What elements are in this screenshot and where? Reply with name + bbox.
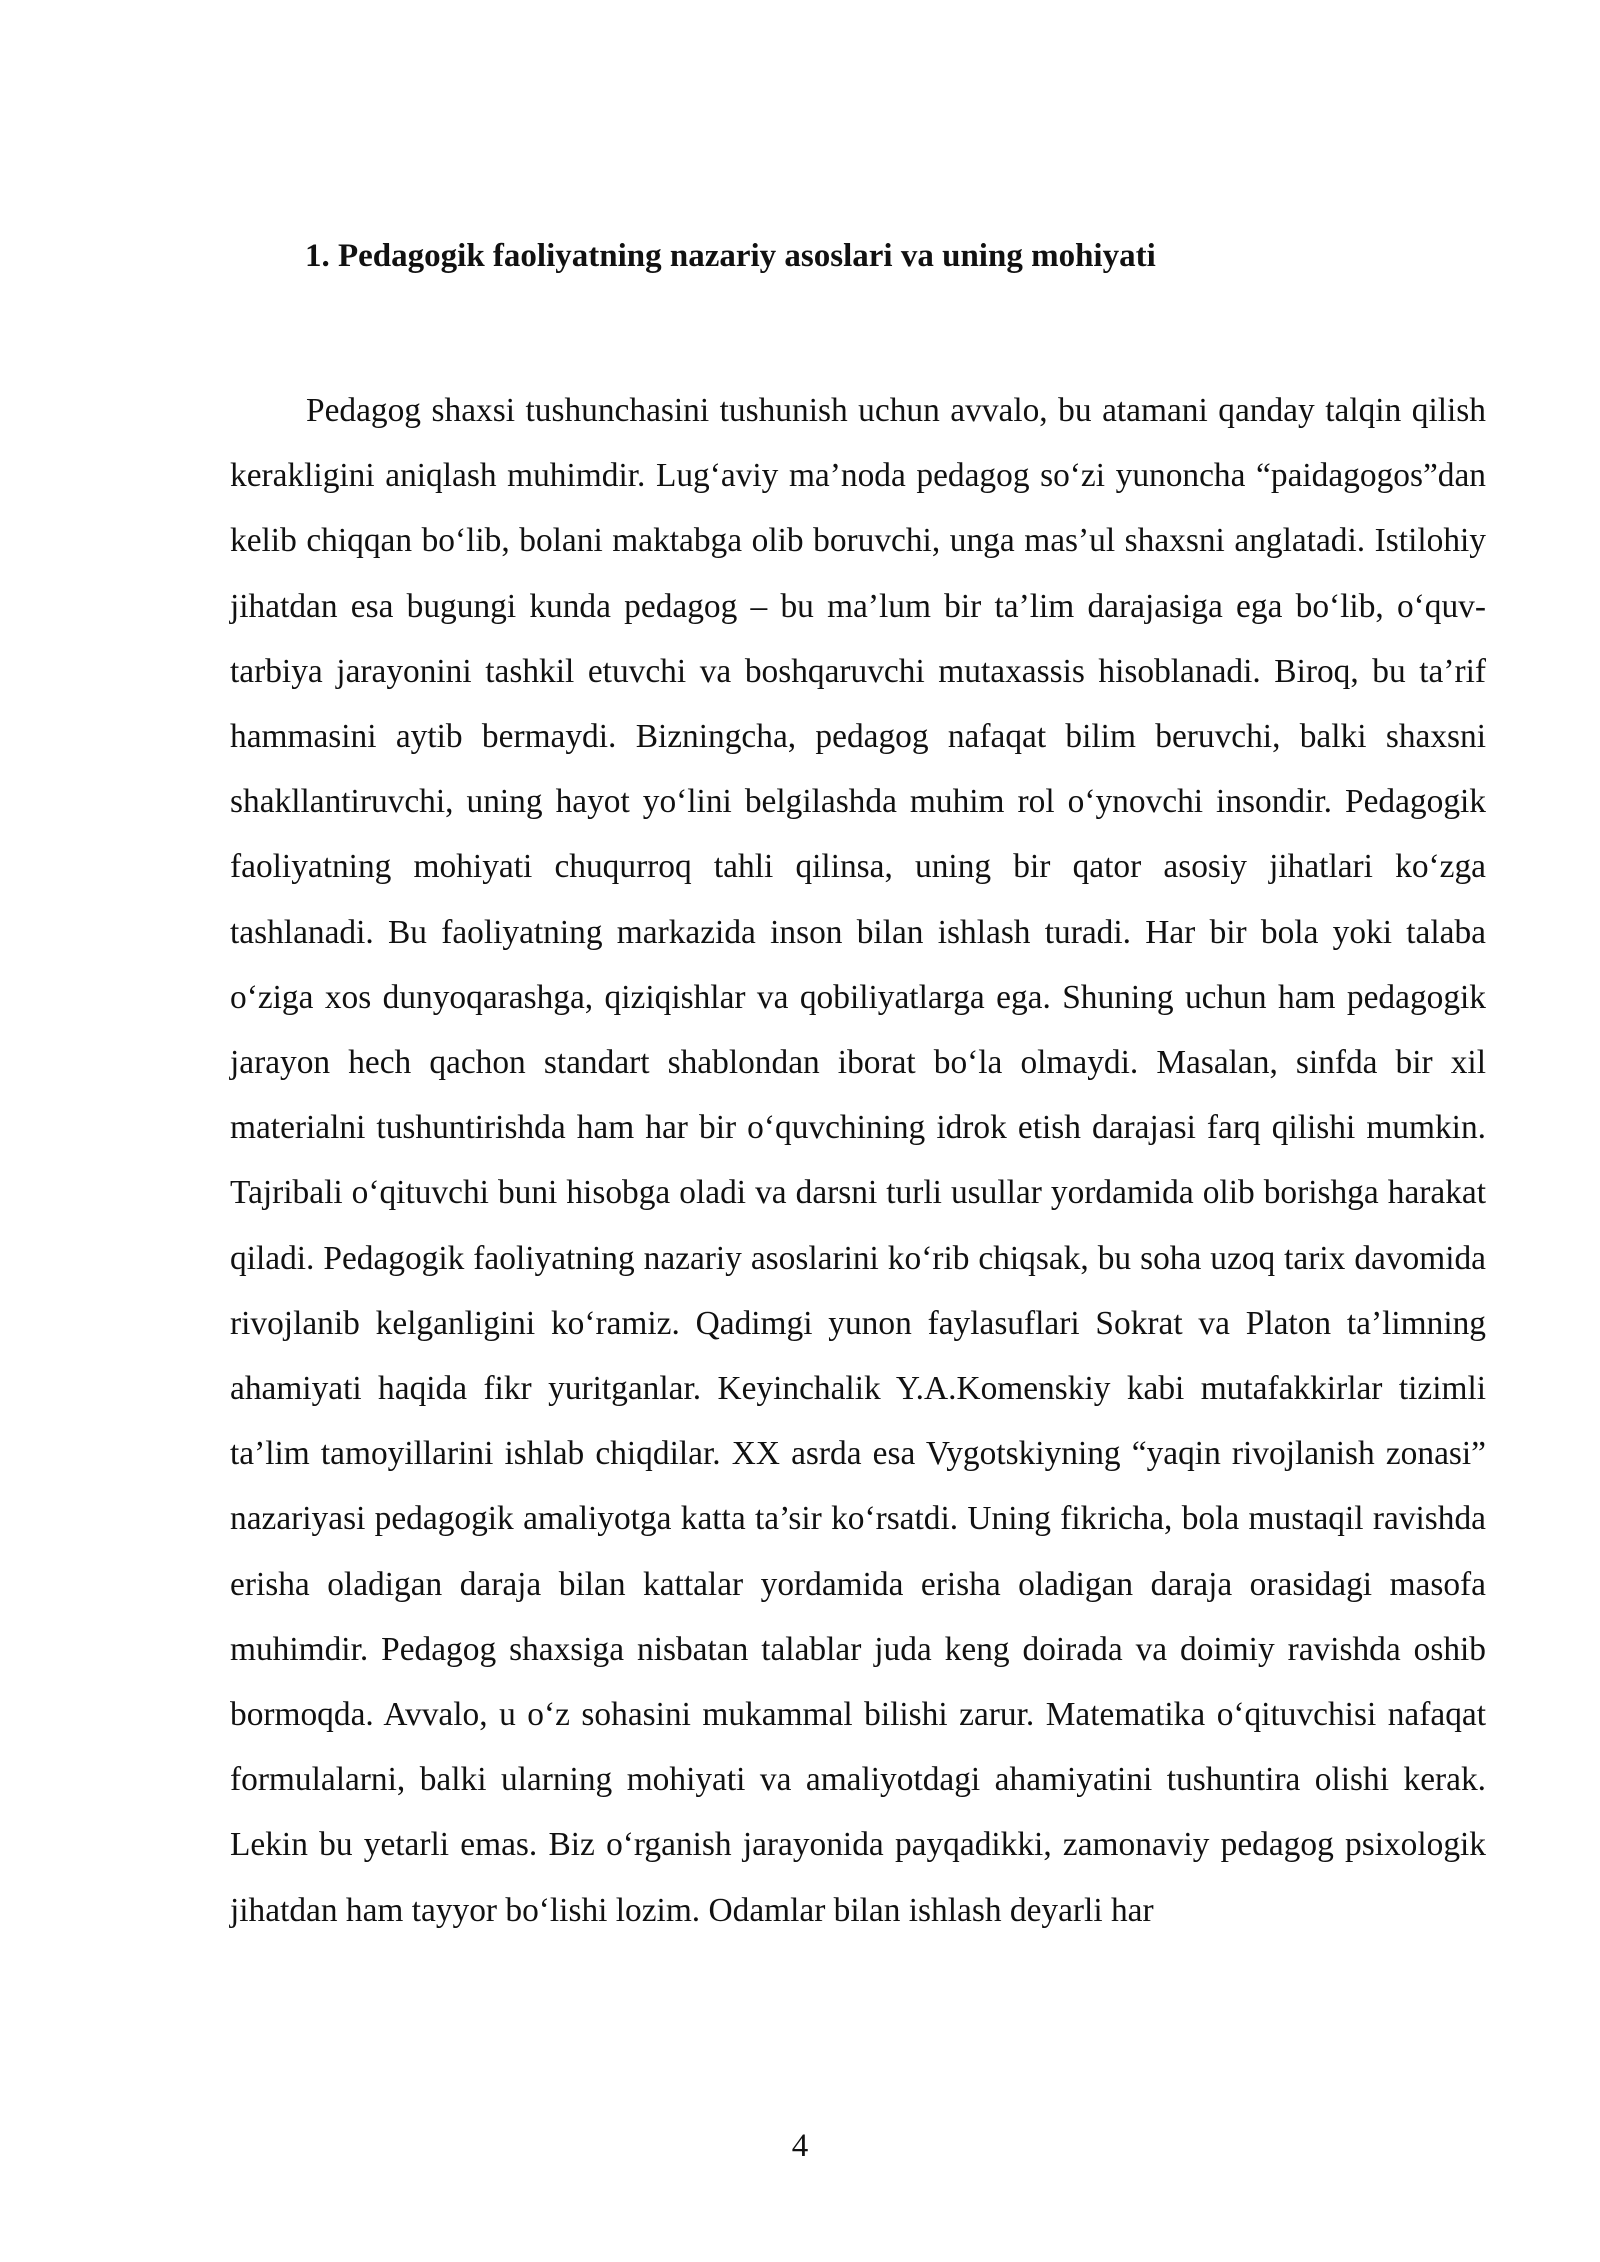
page-number: 4 — [791, 2128, 809, 2164]
section-heading: 1. Pedagogik faoliyatning nazariy asoslari va uning mohiyati — [305, 238, 1156, 274]
body-paragraph: Pedagog shaxsi tushunchasini tushunish uchun avvalo, bu atamani qanday talqin qilish kerakligini aniqlash muhimdir. Lug‘aviy ma’noda pedagog so‘zi yunoncha “paidagogos”dan kelib chiqqan bo‘lib, bolani maktabga olib boruvchi, unga mas’ul shaxsni anglatadi. Istilohiy jihatdan esa bugungi kunda pedagog – bu ma’lum bir ta’lim darajasiga ega bo‘lib, o‘quv-tarbiya jarayonini tashkil etuvchi va boshqaruvchi mutaxassis hisoblanadi. Biroq, bu ta’rif hammasini aytib bermaydi. Bizningcha, pedagog nafaqat bilim beruvchi, balki shaxsni shakllantiruvchi, uning hayot yo‘lini belgilashda muhim rol o‘ynovchi insondir. Pedagogik faoliyatning mohiyati chuqurroq tahli qilinsa, uning bir qator asosiy jihatlari ko‘zga tashlanadi. Bu faoliyatning markazida inson bilan ishlash turadi. Har bir bola yoki talaba o‘ziga xos dunyoqarashga, qiziqishlar va qobiliyatlarga ega. Shuning uchun ham pedagogik jarayon hech qachon standart shablondan iborat bo‘la olmaydi. Masalan, sinfda bir xil materialni tushuntirishda ham har bir o‘quvchining idrok etish darajasi farq qilishi mumkin. Tajribali o‘qituvchi buni hisobga oladi va darsni turli usullar yordamida olib borishga harakat qiladi. Pedagogik faoliyatning nazariy asoslarini ko‘rib chiqsak, bu soha uzoq tarix davomida rivojlanib kelganligini ko‘ramiz. Qadimgi yunon faylasuflari Sokrat va Platon ta’limning ahamiyati haqida fikr yuritganlar. Keyinchalik Y.A.Komenskiy kabi mutafakkirlar tizimli ta’lim tamoyillarini ishlab chiqdilar. XX asrda esa Vygotskiyning “yaqin rivojlanish zonasi” nazariyasi pedagogik amaliyotga katta ta’sir ko‘rsatdi. Uning fikricha, bola mustaqil ravishda erisha oladigan daraja bilan kattalar yordamida erisha oladigan daraja orasidagi masofa muhimdir. Pedagog shaxsiga nisbatan talablar juda keng doirada va doimiy ravishda oshib bormoqda. Avvalo, u o‘z sohasini mukammal bilishi zarur. Matematika o‘qituvchisi nafaqat formulalarni, balki ularning mohiyati va amaliyotdagi ahamiyatini tushuntira olishi kerak. Lekin bu yetarli emas. Biz o‘rganish jarayonida payqadikki, zamonaviy pedagog psixologik jihatdan ham tayyor bo‘lishi lozim. Odamlar bilan ishlash deyarli har — [230, 392, 1486, 1929]
